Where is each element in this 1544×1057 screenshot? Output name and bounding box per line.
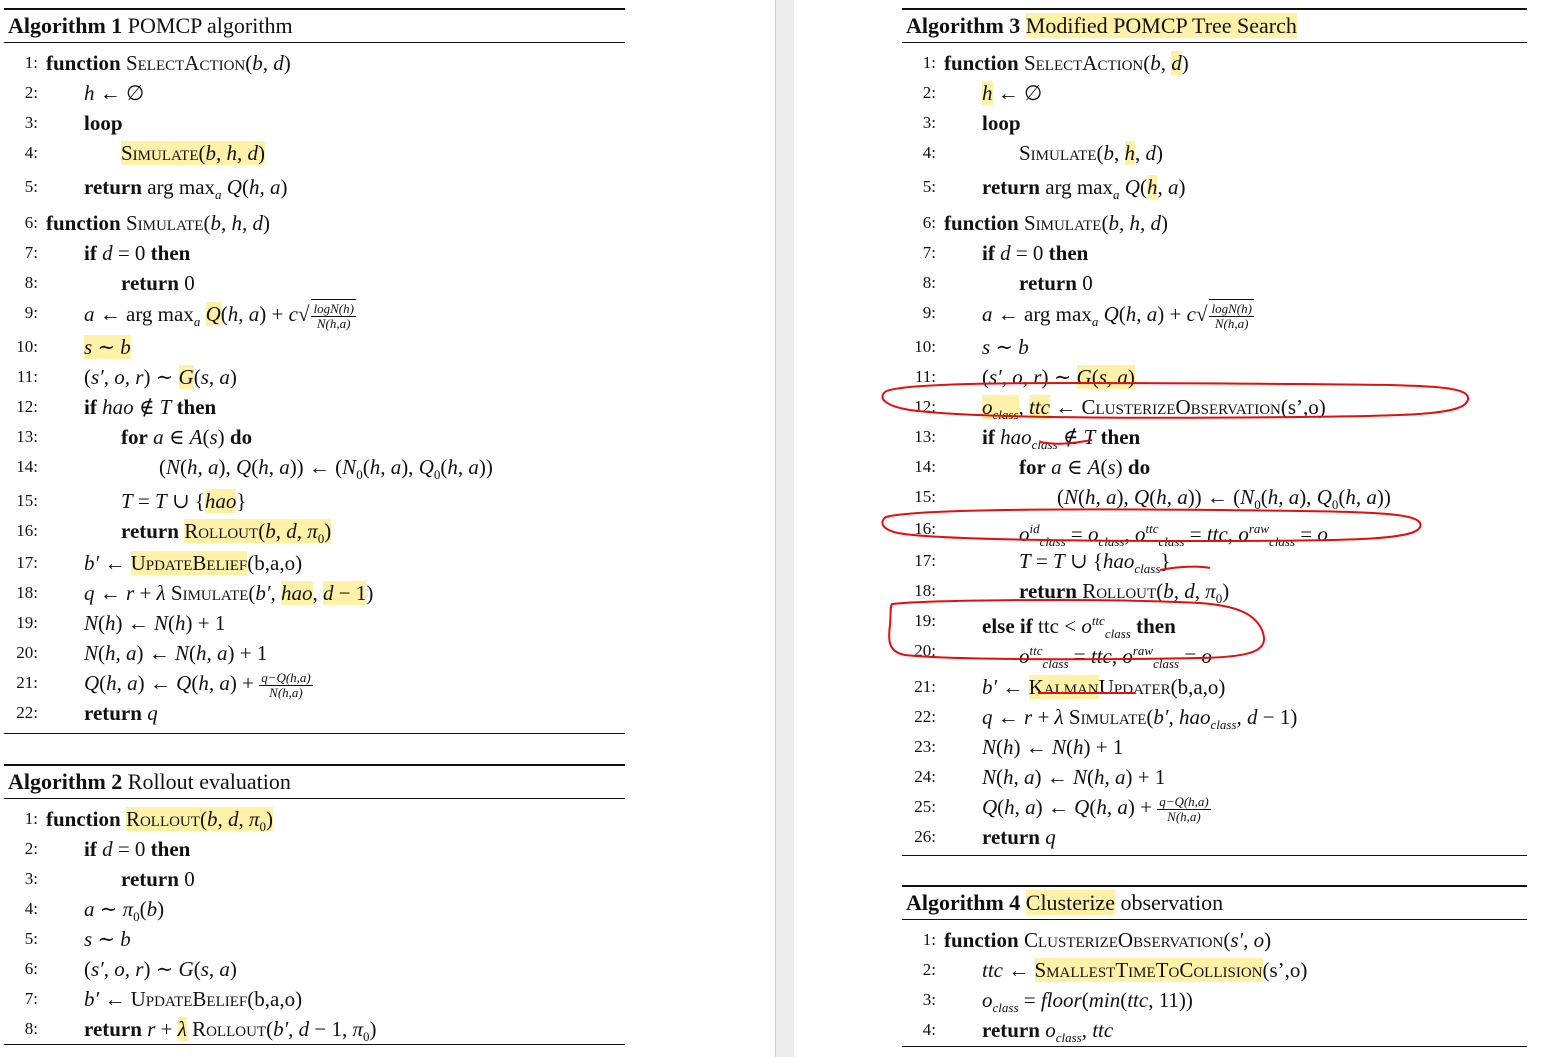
line-code: $o_{class}$, ttc ← ClusterizeObservation(s’,o) bbox=[982, 395, 1326, 423]
line-number: 21: bbox=[914, 677, 936, 696]
algorithm-1-label: Algorithm 1 bbox=[8, 13, 123, 38]
line-code: b′ ← KalmanUpdater(b,a,o) bbox=[982, 675, 1226, 699]
algorithm-1-header bbox=[4, 10, 625, 42]
line-code: N(h) ← N(h) + 1 bbox=[84, 611, 226, 635]
line-number: 13: bbox=[16, 427, 38, 446]
line-number: 2: bbox=[24, 839, 38, 858]
line-code: return $o_{class}$, ttc bbox=[982, 1018, 1114, 1046]
line-code: function Simulate(b, h, d) bbox=[944, 211, 1168, 235]
line-number: 8: bbox=[24, 273, 38, 292]
line-number: 4: bbox=[922, 143, 936, 162]
line-code: return arg $\max_a Q(h$, a) bbox=[84, 175, 288, 203]
line-code: q ← r + λ Simulate(b′, hao$_{class}$, d − 1) bbox=[982, 705, 1298, 733]
line-code: ttc ← SmallestTimeToCollision(s’,o) bbox=[982, 958, 1308, 982]
line-number: 20: bbox=[16, 643, 38, 662]
line-number: 25: bbox=[914, 797, 936, 816]
algorithm-3-header bbox=[902, 10, 1527, 42]
line-number: 8: bbox=[24, 1019, 38, 1038]
line-number: 2: bbox=[922, 83, 936, 102]
line-code: loop bbox=[982, 111, 1021, 135]
line-number: 9: bbox=[24, 303, 38, 322]
line-code: loop bbox=[84, 111, 123, 135]
algorithm-1-bottom-rule bbox=[4, 733, 625, 734]
line-code: function SelectAction(b, d) bbox=[46, 51, 291, 75]
line-code: if hao$_{class}$ ∉ T then bbox=[982, 425, 1141, 453]
algorithm-2-header bbox=[4, 766, 625, 798]
line-code: a ← arg $\max_a Q(h$, a) + c√ $\frac{\log N(h)}{N(h,a)}$ bbox=[982, 300, 1252, 331]
algorithm-3 bbox=[902, 8, 1527, 856]
line-number: 19: bbox=[16, 613, 38, 632]
line-number: 20: bbox=[914, 641, 936, 660]
line-number: 11: bbox=[914, 367, 936, 386]
line-number: 1: bbox=[922, 930, 936, 949]
line-number: 3: bbox=[24, 113, 38, 132]
line-code: h ← ∅ bbox=[84, 81, 145, 105]
algorithm-4-label: Algorithm 4 bbox=[906, 890, 1021, 915]
line-number: 2: bbox=[922, 960, 936, 979]
algorithm-3-label: Algorithm 3 bbox=[906, 13, 1021, 38]
line-code: (s′, o, r) ∼ G(s, a) bbox=[84, 365, 237, 389]
line-number: 14: bbox=[16, 457, 38, 476]
line-code: N(h) ← N(h) + 1 bbox=[982, 735, 1124, 759]
algorithm-4-header bbox=[902, 887, 1527, 919]
line-number: 18: bbox=[16, 583, 38, 602]
line-number: 3: bbox=[922, 990, 936, 1009]
line-code: s ∼ b bbox=[982, 335, 1029, 359]
algorithm-4-title-highlight: Clusterize bbox=[1025, 890, 1115, 915]
line-number: 7: bbox=[922, 243, 936, 262]
line-number: 4: bbox=[922, 1020, 936, 1039]
line-code: if d = 0 then bbox=[982, 241, 1089, 265]
line-code: $o^{ttc}_{class}$ = ttc, $o^{raw}_{class} = o$ bbox=[1019, 643, 1212, 672]
line-number: 18: bbox=[914, 581, 936, 600]
line-number: 6: bbox=[24, 959, 38, 978]
algorithm-2 bbox=[4, 764, 625, 1045]
line-code: function SelectAction(b, d) bbox=[944, 51, 1189, 75]
line-number: 12: bbox=[16, 397, 38, 416]
line-code: return q bbox=[982, 825, 1056, 849]
line-code: Q(h, a) ← Q(h, a) + $\frac{q-Q(h,a)}{N(h,a)}$ bbox=[982, 793, 1209, 824]
line-number: 10: bbox=[16, 337, 38, 356]
algorithm-4-title: observation bbox=[1120, 890, 1224, 915]
line-number: 1: bbox=[24, 809, 38, 828]
line-code: if d = 0 then bbox=[84, 241, 191, 265]
line-number: 5: bbox=[922, 177, 936, 196]
line-code: Simulate(b, h, d) bbox=[121, 141, 266, 165]
line-number: 5: bbox=[24, 929, 38, 948]
line-code: Q(h, a) ← Q(h, a) + $\frac{q-Q(h,a)}{N(h,a)}$ bbox=[84, 669, 311, 700]
line-number: 4: bbox=[24, 899, 38, 918]
line-number: 6: bbox=[24, 213, 38, 232]
line-number: 9: bbox=[922, 303, 936, 322]
line-number: 14: bbox=[914, 457, 936, 476]
line-number: 6: bbox=[922, 213, 936, 232]
line-code: $o^{id}_{class} = o_{class}$, $o^{ttc}_{class}$ = ttc, $o^{raw}_{class} = o$ bbox=[1019, 521, 1328, 550]
line-code: q ← r + λ Simulate(b′, hao, d − 1) bbox=[84, 581, 374, 605]
line-code: b′ ← UpdateBelief(b,a,o) bbox=[84, 987, 303, 1011]
line-code: return arg $\max_a Q(h$, a) bbox=[982, 175, 1186, 203]
line-number: 21: bbox=[16, 673, 38, 692]
line-code: (N(h, a), Q(h, a)) ← ($N_0(h$, a), $Q_0(h$, a)) bbox=[1057, 485, 1391, 513]
line-number: 7: bbox=[24, 243, 38, 262]
line-code: for a ∈ A(s) do bbox=[1019, 455, 1151, 479]
line-number: 13: bbox=[914, 427, 936, 446]
line-number: 8: bbox=[922, 273, 936, 292]
line-code: T = T ∪ {hao$_{class}$} bbox=[1019, 549, 1171, 577]
line-number: 3: bbox=[922, 113, 936, 132]
algorithm-3-title: Modified POMCP Tree Search bbox=[1025, 13, 1297, 38]
line-code: function ClusterizeObservation(s′, o) bbox=[944, 928, 1272, 952]
line-code: $o_{class}$ = floor(min(ttc, 11)) bbox=[982, 988, 1193, 1016]
line-number: 24: bbox=[914, 767, 936, 786]
algorithm-1-body bbox=[4, 42, 625, 733]
line-code: function Rollout(b, d, $\pi_0$) bbox=[46, 807, 273, 835]
line-number: 17: bbox=[16, 553, 38, 572]
line-number: 22: bbox=[16, 703, 38, 722]
line-number: 10: bbox=[914, 337, 936, 356]
algorithm-2-body bbox=[4, 798, 625, 1044]
line-code: return 0 bbox=[1019, 271, 1093, 295]
line-code: Simulate(b, h, d) bbox=[1019, 141, 1164, 165]
algorithm-4 bbox=[902, 885, 1527, 1047]
line-number: 2: bbox=[24, 83, 38, 102]
line-code: if d = 0 then bbox=[84, 837, 191, 861]
line-code: (s′, o, r) ∼ G(s, a) bbox=[84, 957, 237, 981]
line-code: N(h, a) ← N(h, a) + 1 bbox=[84, 641, 268, 665]
line-number: 1: bbox=[24, 53, 38, 72]
line-code: if hao ∉ T then bbox=[84, 395, 217, 419]
line-code: T = T ∪ {hao} bbox=[121, 489, 247, 513]
line-number: 15: bbox=[914, 487, 936, 506]
line-code: h ← ∅ bbox=[982, 81, 1043, 105]
line-code: (N(h, a), Q(h, a)) ← ($N_0(h$, a), $Q_0(h$, a)) bbox=[159, 455, 493, 483]
algorithm-4-body bbox=[902, 919, 1527, 1046]
line-number: 15: bbox=[16, 491, 38, 510]
algorithm-1 bbox=[4, 8, 625, 734]
line-code: return Rollout(b, d, $\pi_0$) bbox=[121, 519, 332, 547]
algorithm-1-title: POMCP algorithm bbox=[127, 13, 293, 38]
line-code: N(h, a) ← N(h, a) + 1 bbox=[982, 765, 1166, 789]
line-code: a ∼ $\pi_0(b)$ bbox=[84, 897, 165, 925]
line-number: 16: bbox=[16, 521, 38, 540]
line-number: 17: bbox=[914, 551, 936, 570]
line-number: 5: bbox=[24, 177, 38, 196]
line-code: return r + λ Rollout(b′, d − 1, $\pi_0$) bbox=[84, 1017, 377, 1045]
line-code: s ∼ b bbox=[84, 335, 131, 359]
line-code: else if ttc < $o^{ttc}_{class}$ then bbox=[982, 613, 1176, 642]
line-code: (s′, o, r) ∼ G(s, a) bbox=[982, 365, 1135, 389]
algorithm-2-label: Algorithm 2 bbox=[8, 769, 123, 794]
line-number: 4: bbox=[24, 143, 38, 162]
line-number: 1: bbox=[922, 53, 936, 72]
line-code: function Simulate(b, h, d) bbox=[46, 211, 270, 235]
page-gutter bbox=[775, 0, 796, 1057]
line-number: 26: bbox=[914, 827, 936, 846]
line-code: return Rollout(b, d, $\pi_0$) bbox=[1019, 579, 1230, 607]
line-number: 12: bbox=[914, 397, 936, 416]
line-number: 19: bbox=[914, 611, 936, 630]
algorithm-2-title: Rollout evaluation bbox=[127, 769, 291, 794]
line-number: 7: bbox=[24, 989, 38, 1008]
line-number: 3: bbox=[24, 869, 38, 888]
line-code: return 0 bbox=[121, 271, 195, 295]
line-number: 11: bbox=[16, 367, 38, 386]
line-code: b′ ← UpdateBelief(b,a,o) bbox=[84, 551, 303, 575]
line-number: 22: bbox=[914, 707, 936, 726]
algorithm-3-bottom-rule bbox=[902, 855, 1527, 856]
algorithm-3-body bbox=[902, 42, 1527, 855]
line-code: s ∼ b bbox=[84, 927, 131, 951]
line-number: 23: bbox=[914, 737, 936, 756]
line-number: 16: bbox=[914, 519, 936, 538]
line-code: return q bbox=[84, 701, 158, 725]
line-code: for a ∈ A(s) do bbox=[121, 425, 253, 449]
line-code: a ← arg $\max_a Q(h$, a) + c√ $\frac{\log N(h)}{N(h,a)}$ bbox=[84, 300, 354, 331]
line-code: return 0 bbox=[121, 867, 195, 891]
